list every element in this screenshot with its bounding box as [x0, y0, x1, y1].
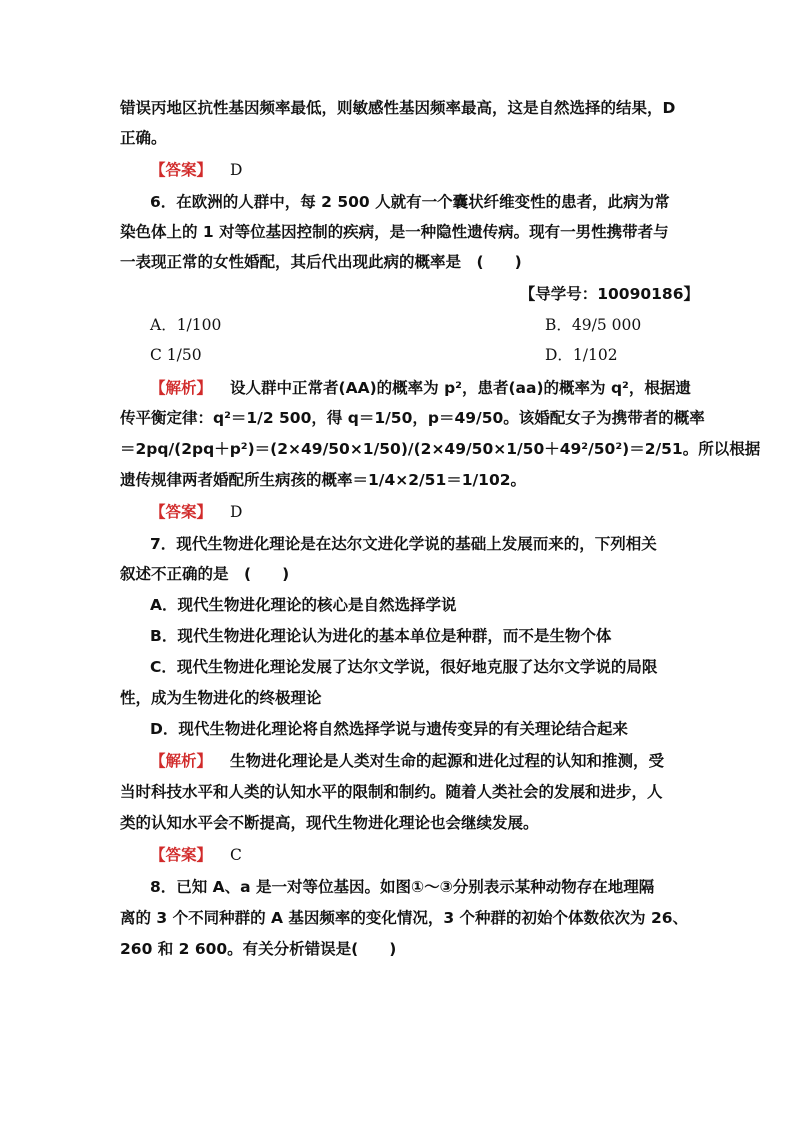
text-line: 错误丙地区抗性基因频率最低，则敏感性基因频率最高，这是自然选择的结果，D	[120, 99, 676, 117]
question-6-line: 染色体上的 1 对等位基因控制的疾病，是一种隐性遗传病。现有一男性携带者与	[120, 223, 669, 241]
analysis-6-line: ＝2pq/(2pq＋p²)＝(2×49/50×1/50)/(2×49/50×1/50＋49²/50²)＝2/51。所以根据	[120, 440, 761, 458]
analysis-text: 设人群中正常者(AA)的概率为 p²，患者(aa)的概率为 q²，根据遗	[230, 379, 691, 397]
answer-value: D	[230, 503, 243, 521]
question-8-line: 8．已知 A、a 是一对等位基因。如图①～③分别表示某种动物存在地理隔	[150, 878, 655, 896]
option-a: A．现代生物进化理论的核心是自然选择学说	[150, 596, 457, 614]
option-d: D．现代生物进化理论将自然选择学说与遗传变异的有关理论结合起来	[150, 720, 628, 738]
analysis-6-line	[150, 378, 730, 398]
analysis-tag: 【解析】	[150, 752, 213, 770]
options-row-1	[150, 315, 730, 335]
analysis-text: 生物进化理论是人类对生命的起源和进化过程的认知和推测，受	[230, 752, 665, 770]
guide-number: 【导学号：10090186】	[519, 285, 699, 303]
question-7-line: 7．现代生物进化理论是在达尔文进化学说的基础上发展而来的，下列相关	[150, 535, 657, 553]
question-8-line: 离的 3 个不同种群的 A 基因频率的变化情况，3 个种群的初始个体数依次为 26、	[120, 909, 689, 927]
answer-tag: 【答案】	[150, 161, 213, 179]
answer-5	[150, 160, 730, 180]
question-7-line: 叙述不正确的是 ( )	[120, 565, 290, 583]
analysis-tag: 【解析】	[150, 379, 213, 397]
analysis-6-line: 传平衡定律：q²＝1/2 500，得 q＝1/50，p＝49/50。该婚配女子为携带者的概率	[120, 409, 705, 427]
options-row-2	[150, 345, 730, 365]
option-c-cont: 性，成为生物进化的终极理论	[120, 689, 322, 707]
option-b: B．49/5 000	[545, 316, 642, 334]
answer-6	[150, 502, 730, 522]
answer-value: C	[230, 846, 242, 864]
analysis-7-line: 类的认知水平会不断提高，现代生物进化理论也会继续发展。	[120, 814, 539, 832]
question-8-line: 260 和 2 600。有关分析错误是( )	[120, 940, 397, 958]
option-c: C．现代生物进化理论发展了达尔文学说，很好地克服了达尔文学说的局限	[150, 658, 658, 676]
question-6-line: 一表现正常的女性婚配，其后代出现此病的概率是 ( )	[120, 253, 522, 271]
option-d: D．1/102	[545, 346, 618, 364]
analysis-7-line	[150, 751, 730, 771]
analysis-7-line: 当时科技水平和人类的认知水平的限制和制约。随着人类社会的发展和进步，人	[120, 783, 663, 801]
option-b: B．现代生物进化理论认为进化的基本单位是种群，而不是生物个体	[150, 627, 612, 645]
answer-tag: 【答案】	[150, 503, 213, 521]
answer-value: D	[230, 161, 243, 179]
question-6-line: 6．在欧洲的人群中，每 2 500 人就有一个囊状纤维变性的患者，此病为常	[150, 193, 670, 211]
answer-7	[150, 845, 730, 865]
answer-tag: 【答案】	[150, 846, 213, 864]
analysis-6-line: 遗传规律两者婚配所生病孩的概率＝1/4×2/51＝1/102。	[120, 471, 527, 489]
text-line: 正确。	[120, 129, 167, 147]
option-c: C 1/50	[150, 346, 202, 364]
option-a: A．1/100	[150, 316, 222, 334]
